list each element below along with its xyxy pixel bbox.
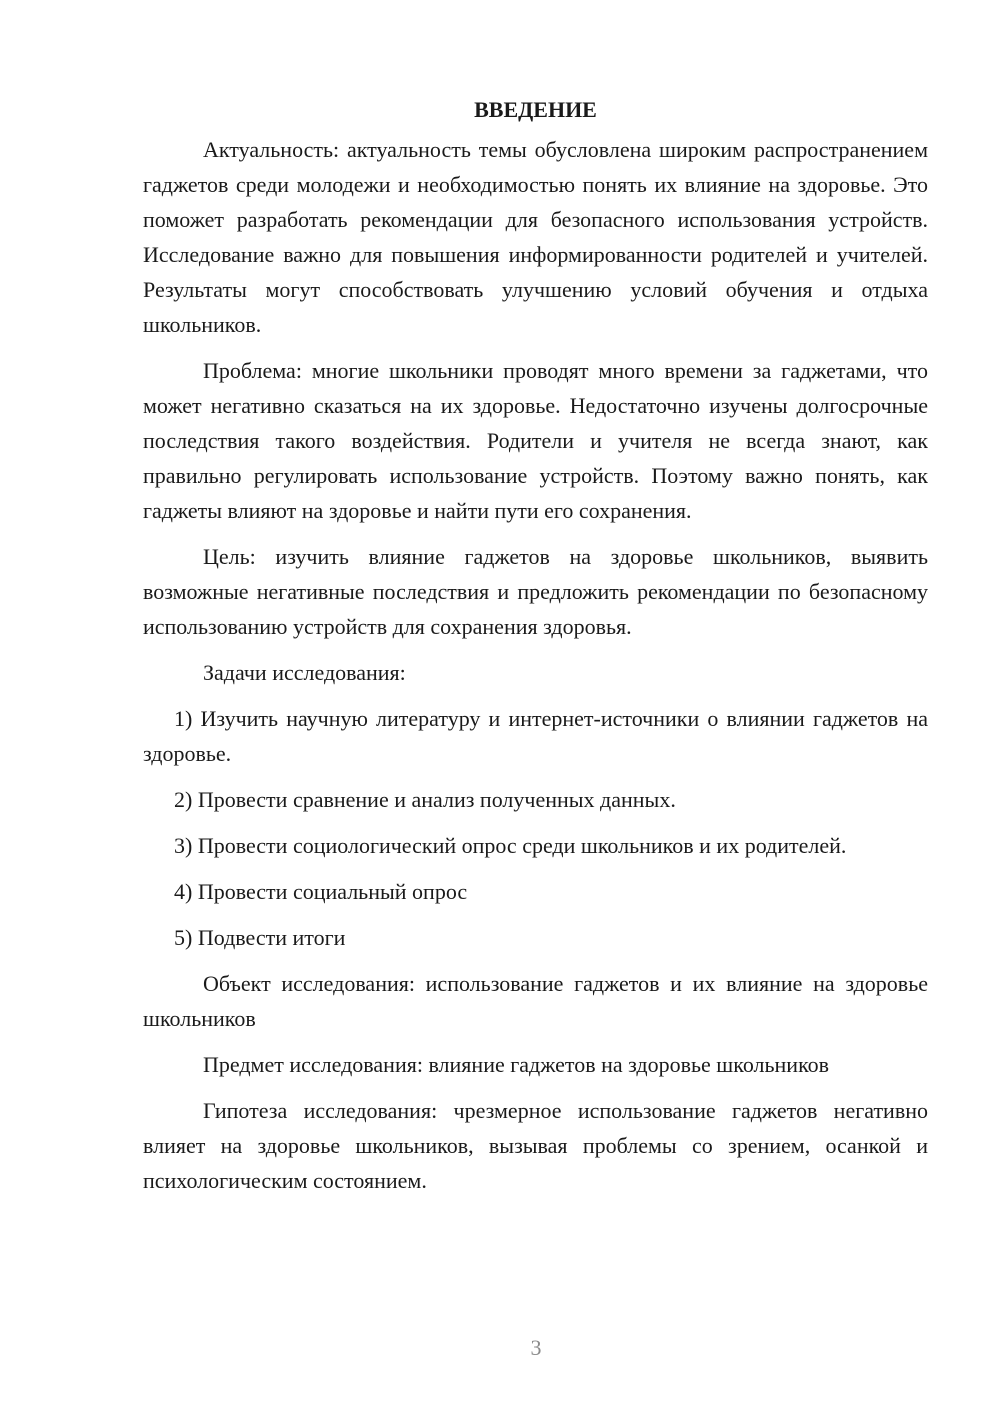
tasks-title: Задачи исследования:: [203, 660, 406, 685]
paragraph-goal: Цель: изучить влияние гаджетов на здоровье школьников, выявить возможные негативные последствия и предложить рекомендации по безопасному использованию устройств для сохранения здоровья.: [143, 544, 928, 639]
paragraph-problem: Проблема: многие школьники проводят много времени за гаджетами, что может негативно сказаться на их здоровье. Недостаточно изучены долгосрочные последствия такого воздействия. Родители и учителя не всегда знают, как правильно регулировать использование устройств. Поэтому важно понять, как гаджеты влияют на здоровье и найти пути его сохранения.: [143, 358, 928, 523]
paragraph-relevance: Актуальность: актуальность темы обусловлена широким распространением гаджетов среди молодежи и необходимостью понять их влияние на здоровье. Это поможет разработать рекомендации для безопасного использования устройств. Исследование важно для повышения информированности родителей и учителей. Результаты могут способствовать улучшению условий обучения и отдыха школьников.: [143, 137, 928, 337]
paragraph-hypothesis: Гипотеза исследования: чрезмерное использование гаджетов негативно влияет на здоровье школьников, вызывая проблемы со зрением, осанкой и психологическим состоянием.: [143, 1098, 928, 1193]
paragraph-object: Объект исследования: использование гаджетов и их влияние на здоровье школьников: [143, 971, 928, 1031]
task-item: 3) Провести социологический опрос среди школьников и их родителей.: [174, 833, 847, 858]
task-item: 4) Провести социальный опрос: [174, 879, 468, 904]
task-item: 2) Провести сравнение и анализ полученных данных.: [174, 787, 676, 812]
paragraph-subject: Предмет исследования: влияние гаджетов на здоровье школьников: [203, 1052, 830, 1077]
document-page: [143, 92, 928, 1198]
page-number: 3: [530, 1335, 542, 1360]
task-item: 5) Подвести итоги: [174, 925, 346, 950]
task-item: 1) Изучить научную литературу и интернет-источники о влиянии гаджетов на здоровье.: [143, 706, 928, 766]
section-heading: ВВЕДЕНИЕ: [474, 97, 597, 122]
